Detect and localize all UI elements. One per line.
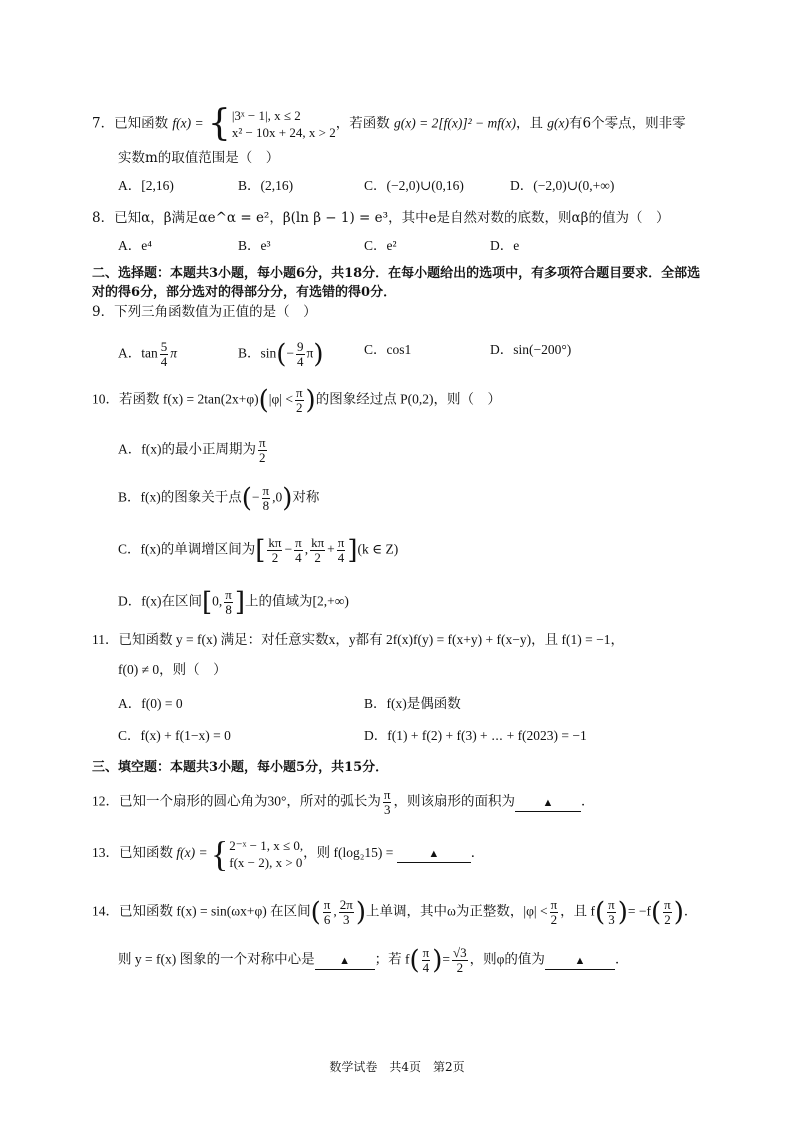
q8-option-b: B．e³: [238, 238, 271, 253]
q7-brace: {: [207, 103, 231, 144]
q11-option-b: B．f(x)是偶函数: [364, 696, 461, 711]
q9-option-a: A．tan $\frac{5}{4}$ π: [118, 339, 178, 369]
q7-option-c: C．(−2,0)∪(0,16): [364, 178, 464, 193]
q7-tail3: 有6个零点，则非零: [569, 115, 686, 132]
q11-option-a: A．f(0) = 0: [118, 696, 183, 711]
q7-lead: 7．已知函数: [92, 115, 169, 132]
q10-option-a: A．f(x)的最小正周期为 $\frac{\pi}{2}$: [118, 435, 266, 465]
q7-case1: |3ˣ − 1|, x ≤ 2: [231, 108, 301, 123]
section-3-heading: 三、填空题：本题共3小题，每小题5分，共15分．: [92, 760, 389, 775]
page-footer: 数学试卷 共4页 第2页: [329, 1060, 465, 1074]
q14-line2: 则 y = f(x) 图象的一个对称中心是 ▲ ；若 f( $\frac{\pi}{4}$ )= $\frac{√3}{2}$ ，则φ的值为 ▲ ．: [118, 945, 629, 976]
q7-func: f(x) =: [172, 115, 204, 131]
q8-option-d: D．e: [490, 238, 520, 253]
q8-option-a: A．e⁴: [118, 238, 152, 253]
q14-answer-blank-1[interactable]: ▲: [315, 953, 375, 970]
q7-g: g(x) = 2[f(x)]² − mf(x): [394, 115, 516, 131]
q11-option-d: D．f(1) + f(2) + f(3) + ⋯ + f(2023) = −1: [364, 728, 587, 743]
q13-cases: 2⁻ˣ − 1, x ≤ 0, f(x − 2), x > 0: [229, 838, 304, 870]
q11-option-c: C．f(x) + f(1−x) = 0: [118, 728, 231, 743]
section-2-heading-line2: 对的得6分，部分选对的得部分分，有选错的得0分．: [92, 285, 397, 300]
q10-option-b: B．f(x)的图象关于点(− $\frac{\pi}{8}$ ,0)对称: [118, 483, 320, 514]
q7-case2: x² − 10x + 24, x > 2: [231, 125, 336, 140]
q7-option-b: B．(2,16): [238, 178, 294, 193]
question-9: 9．下列三角函数值为正值的是（ ）: [92, 304, 317, 320]
question-7: [92, 103, 686, 144]
question-14: 14．已知函数 f(x) = sin(ωx+φ) 在区间( $\frac{\pi}{6}$ , $\frac{2\pi}{3}$ )上单调，其中ω为正整数，|φ| < $\frac{\pi}{2}$ ，且 f( $\frac{\pi}{3}$ )= −f( $\frac{\pi}{2}$ )．: [92, 897, 698, 928]
question-12: 12．已知一个扇形的圆心角为30°，所对的弧长为 $\frac{\pi}{3}$ ，则该扇形的面积为 ▲ ．: [92, 787, 595, 817]
q10-option-d: D．f(x)在区间[0, $\frac{\pi}{8}$ ]上的值域为[2,+∞): [118, 587, 349, 618]
question-13: 13．已知函数 f(x) = { 2⁻ˣ − 1, x ≤ 0, f(x − 2), x > 0 ，则 f(log₂15) = ▲ ．: [92, 834, 485, 874]
q8-option-c: C．e²: [364, 238, 397, 253]
question-11: 11．已知函数 y = f(x) 满足：对任意实数x，y都有 2f(x)f(y) = f(x+y) + f(x−y)，且 f(1) = −1，: [92, 632, 624, 647]
q14-answer-blank-2[interactable]: ▲: [545, 953, 615, 970]
section-2-heading: 二、选择题：本题共3小题，每小题6分，共18分．在每小题给出的选项中，有多项符合题目要求．全部选: [92, 266, 701, 281]
question-10: 10．若函数 f(x) = 2tan(2x+φ)(|φ| < $\frac{\pi}{2}$ )的图象经过点 P(0,2)，则（ ）: [92, 385, 501, 416]
q9-option-d: D．sin(−200°): [490, 342, 572, 357]
q9-option-c: C．cos1: [364, 342, 412, 357]
q7-tail: ，且: [516, 115, 543, 132]
q10-option-c: C．f(x)的单调增区间为[ $\frac{k\pi}{2}$ − $\frac{\pi}{4}$ , $\frac{k\pi}{2}$ + $\frac{\pi}{4}$ ](k ∈ Z): [118, 535, 399, 566]
q7-cases: [232, 107, 336, 141]
q7-line2: 实数m的取值范围是（ ）: [118, 150, 280, 166]
q7-tail2: g(x): [547, 115, 570, 131]
question-8: 8．已知α，β满足αe^α = e²，β(ln β − 1) = e³，其中e是自然对数的底数，则αβ的值为（ ）: [92, 210, 670, 226]
q11-line2: f(0) ≠ 0，则（ ）: [118, 662, 227, 677]
q12-answer-blank[interactable]: ▲: [515, 795, 581, 812]
q7-mid: ，若函数: [335, 115, 390, 132]
q13-answer-blank[interactable]: ▲: [397, 846, 471, 863]
q7-option-d: D．(−2,0)∪(0,+∞): [510, 178, 615, 193]
q7-option-a: A．[2,16): [118, 178, 174, 193]
q9-option-b: B．sin(− $\frac{9}{4}$ π): [238, 339, 324, 370]
